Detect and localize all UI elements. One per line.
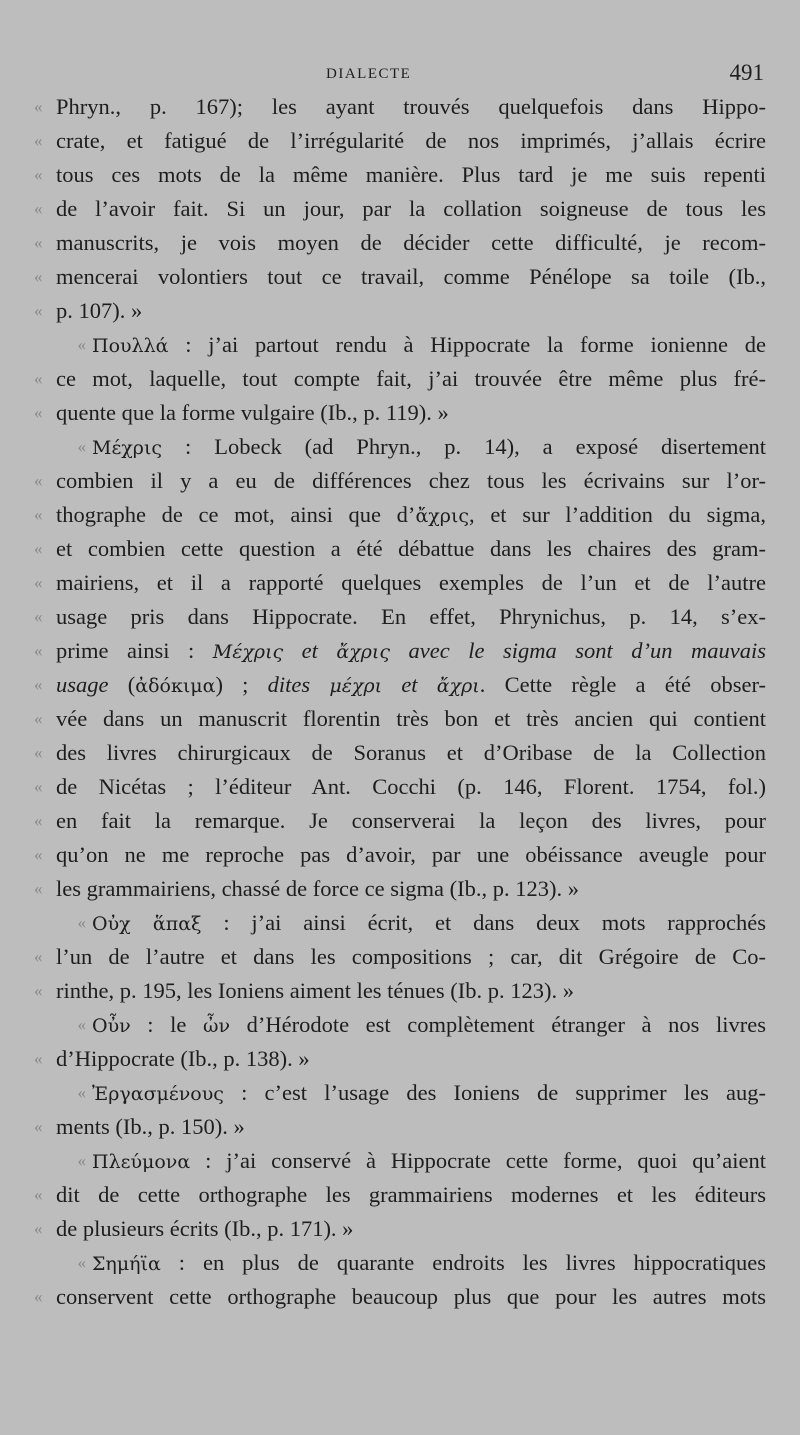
text-segment: ( — [108, 672, 136, 697]
text-segment: dites — [267, 672, 330, 697]
quote-mark: « — [77, 335, 86, 354]
text-segment: d’Hippocrate (Ib., p. 138). » — [56, 1046, 310, 1071]
text-line — [34, 566, 766, 600]
text-line — [34, 498, 766, 532]
text-segment: vée dans un manuscrit florentin très bon et très ancien qui contient — [56, 706, 766, 731]
line-text — [56, 396, 766, 430]
text-line — [34, 396, 766, 430]
page-number: 491 — [729, 60, 764, 85]
text-line — [34, 634, 766, 668]
text-segment: mairiens, et il a rapporté quelques exemples de l’un et de l’autre — [56, 570, 766, 595]
text-segment: des livres chirurgicaux de Soranus et d’Oribase de la Collection — [56, 740, 766, 765]
quote-mark: « — [34, 777, 43, 796]
text-segment: : Lobeck (ad Phryn., p. 14), a exposé disertement — [162, 434, 766, 459]
quote-mark: « — [34, 267, 43, 286]
quote-mark: « — [34, 675, 43, 694]
text-line — [34, 158, 766, 192]
greek-term: Μέχρις — [92, 437, 163, 459]
quote-mark: « — [34, 607, 43, 626]
quote-mark: « — [34, 709, 43, 728]
quote-mark: « — [34, 505, 43, 524]
quote-mark: « — [34, 233, 43, 252]
line-text — [56, 702, 766, 736]
quote-mark: « — [34, 539, 43, 558]
text-segment: mencerai volontiers tout ce travail, comme Pénélope sa toile (Ib., — [56, 264, 766, 289]
text-line — [34, 1246, 766, 1280]
text-line — [34, 1178, 766, 1212]
line-text — [56, 634, 766, 668]
text-segment: ) ; — [215, 672, 268, 697]
quote-mark: « — [34, 947, 43, 966]
line-text — [56, 770, 766, 804]
text-segment: de Nicétas ; l’éditeur Ant. Cocchi (p. 146, Florent. 1754, fol.) — [56, 774, 766, 799]
quote-mark: « — [34, 573, 43, 592]
quote-mark: « — [34, 1219, 43, 1238]
text-line — [34, 328, 766, 362]
line-text — [56, 158, 766, 192]
text-line — [34, 260, 766, 294]
quote-mark: « — [34, 131, 43, 150]
line-text — [56, 226, 766, 260]
line-text — [56, 668, 766, 702]
text-segment: d’Hérodote est complètement étranger à nos livres — [230, 1012, 766, 1037]
text-line — [34, 362, 766, 396]
greek-term: ἄχρι — [436, 675, 480, 697]
text-line — [34, 430, 766, 464]
text-segment: . Cette règle a été obser- — [479, 672, 766, 697]
greek-term: ἄχρις — [336, 641, 391, 663]
text-segment: combien il y a eu de différences chez tous les écrivains sur l’or- — [56, 468, 766, 493]
text-segment: usage pris dans Hippocrate. En effet, Phrynichus, p. 14, s’ex- — [56, 604, 766, 629]
text-line — [34, 872, 766, 906]
text-line — [34, 1076, 766, 1110]
text-segment: qu’on ne me reproche pas d’avoir, par une obéissance aveugle pour — [56, 842, 766, 867]
text-line — [34, 736, 766, 770]
line-text — [56, 872, 766, 906]
quote-mark: « — [77, 1083, 86, 1102]
quote-mark: « — [77, 437, 86, 456]
text-line — [34, 294, 766, 328]
text-line — [34, 702, 766, 736]
quote-mark: « — [34, 981, 43, 1000]
line-text — [56, 974, 766, 1008]
text-line — [34, 804, 766, 838]
greek-term: ὦν — [202, 1015, 230, 1037]
line-text — [92, 430, 766, 464]
greek-term: μέχρι — [329, 675, 383, 697]
line-text — [56, 1212, 766, 1246]
line-text — [92, 1008, 766, 1042]
text-segment: tous ces mots de la même manière. Plus tard je me suis repenti — [56, 162, 766, 187]
line-text — [56, 600, 766, 634]
text-segment: l’un de l’autre et dans les compositions ; car, dit Grégoire de Co- — [56, 944, 766, 969]
line-text — [92, 1144, 766, 1178]
text-segment: en fait la remarque. Je conserverai la leçon des livres, pour — [56, 808, 766, 833]
text-segment: , et sur l’addition du sigma, — [469, 502, 766, 527]
greek-term: Οὐχ ἅπαξ — [92, 913, 202, 935]
text-line — [34, 600, 766, 634]
line-text — [92, 1076, 766, 1110]
quote-mark: « — [77, 1015, 86, 1034]
text-segment: : j’ai partout rendu à Hippocrate la forme ionienne de — [168, 332, 766, 357]
line-text — [56, 566, 766, 600]
quote-mark: « — [34, 1117, 43, 1136]
text-line — [34, 532, 766, 566]
line-text — [56, 940, 766, 974]
text-line — [34, 838, 766, 872]
line-text — [56, 362, 766, 396]
text-segment: crate, et fatigué de l’irrégularité de nos imprimés, j’allais écrire — [56, 128, 766, 153]
text-line — [34, 1042, 766, 1076]
line-text — [56, 1042, 766, 1076]
text-segment: et — [283, 638, 337, 663]
quote-mark: « — [34, 1287, 43, 1306]
text-line — [34, 1212, 766, 1246]
text-segment: de plusieurs écrits (Ib., p. 171). » — [56, 1216, 354, 1241]
text-segment: dit de cette orthographe les grammairiens modernes et les éditeurs — [56, 1182, 766, 1207]
page-header — [0, 58, 800, 92]
text-segment: prime ainsi : — [56, 638, 213, 663]
text-segment: manuscrits, je vois moyen de décider cette difficulté, je recom- — [56, 230, 766, 255]
text-line — [34, 906, 766, 940]
quote-mark: « — [34, 641, 43, 660]
quote-mark: « — [34, 879, 43, 898]
quote-mark: « — [34, 1049, 43, 1068]
text-line — [34, 90, 766, 124]
quote-mark: « — [34, 403, 43, 422]
line-text — [56, 294, 766, 328]
line-text — [56, 532, 766, 566]
text-segment: thographe de ce mot, ainsi que d’ — [56, 502, 416, 527]
text-line — [34, 1144, 766, 1178]
greek-term: Πουλλά — [92, 335, 169, 357]
text-segment: : le — [130, 1012, 203, 1037]
quote-mark: « — [34, 1185, 43, 1204]
text-segment: de l’avoir fait. Si un jour, par la collation soigneuse de tous les — [56, 196, 766, 221]
text-line — [34, 1280, 766, 1314]
text-line — [34, 974, 766, 1008]
text-segment: : j’ai ainsi écrit, et dans deux mots rapprochés — [201, 910, 766, 935]
quote-mark: « — [34, 301, 43, 320]
text-line — [34, 192, 766, 226]
greek-term: Ἐργασμένους — [92, 1083, 224, 1105]
line-text — [56, 838, 766, 872]
text-segment: avec le sigma sont d’un mauvais — [390, 638, 766, 663]
text-segment: conservent cette orthographe beaucoup plus que pour les autres mots — [56, 1284, 766, 1309]
greek-term: ἄχρις — [415, 505, 470, 527]
line-text — [56, 90, 766, 124]
text-segment: Phryn., p. 167); les ayant trouvés quelquefois dans Hippo- — [56, 94, 766, 119]
line-text — [56, 124, 766, 158]
line-text — [92, 906, 766, 940]
line-text — [56, 736, 766, 770]
quote-mark: « — [34, 165, 43, 184]
text-line — [34, 940, 766, 974]
quote-mark: « — [34, 811, 43, 830]
text-line — [34, 770, 766, 804]
text-line — [34, 1008, 766, 1042]
line-text — [56, 464, 766, 498]
body-text — [34, 90, 766, 1314]
quote-mark: « — [34, 97, 43, 116]
greek-term: Σημήϊα — [92, 1253, 161, 1275]
text-line — [34, 1110, 766, 1144]
text-segment: les grammairiens, chassé de force ce sigma (Ib., p. 123). » — [56, 876, 579, 901]
text-segment: p. 107). » — [56, 298, 143, 323]
text-segment: usage — [56, 672, 109, 697]
quote-mark: « — [34, 369, 43, 388]
text-segment: : en plus de quarante endroits les livres hippocratiques — [160, 1250, 766, 1275]
quote-mark: « — [77, 1151, 86, 1170]
greek-term: ἀδόκιμα — [135, 675, 216, 697]
quote-mark: « — [77, 913, 86, 932]
text-segment: et — [382, 672, 437, 697]
quote-mark: « — [34, 471, 43, 490]
line-text — [56, 1280, 766, 1314]
text-segment: ments (Ib., p. 150). » — [56, 1114, 245, 1139]
text-segment: : j’ai conservé à Hippocrate cette forme, quoi qu’aient — [190, 1148, 766, 1173]
quote-mark: « — [77, 1253, 86, 1272]
text-line — [34, 668, 766, 702]
text-line — [34, 124, 766, 158]
text-segment: rinthe, p. 195, les Ioniens aiment les ténues (Ib. p. 123). » — [56, 978, 575, 1003]
text-segment: quente que la forme vulgaire (Ib., p. 119). » — [56, 400, 449, 425]
line-text — [56, 1110, 766, 1144]
greek-term: Μέχρις — [212, 641, 284, 663]
quote-mark: « — [34, 199, 43, 218]
greek-term: Πλεύμονα — [92, 1151, 191, 1173]
line-text — [56, 192, 766, 226]
line-text — [92, 328, 766, 362]
text-segment: ce mot, laquelle, tout compte fait, j’ai trouvée être même plus fré- — [56, 366, 766, 391]
line-text — [56, 1178, 766, 1212]
text-segment: : c’est l’usage des Ioniens de supprimer les aug- — [223, 1080, 766, 1105]
line-text — [56, 260, 766, 294]
text-line — [34, 464, 766, 498]
quote-mark: « — [34, 743, 43, 762]
line-text — [56, 498, 766, 532]
text-segment: et combien cette question a été débattue dans les chaires des gram- — [56, 536, 766, 561]
running-head: DIALECTE — [326, 66, 412, 82]
line-text — [56, 804, 766, 838]
line-text — [92, 1246, 766, 1280]
quote-mark: « — [34, 845, 43, 864]
greek-term: Οὖν — [92, 1015, 131, 1037]
text-line — [34, 226, 766, 260]
